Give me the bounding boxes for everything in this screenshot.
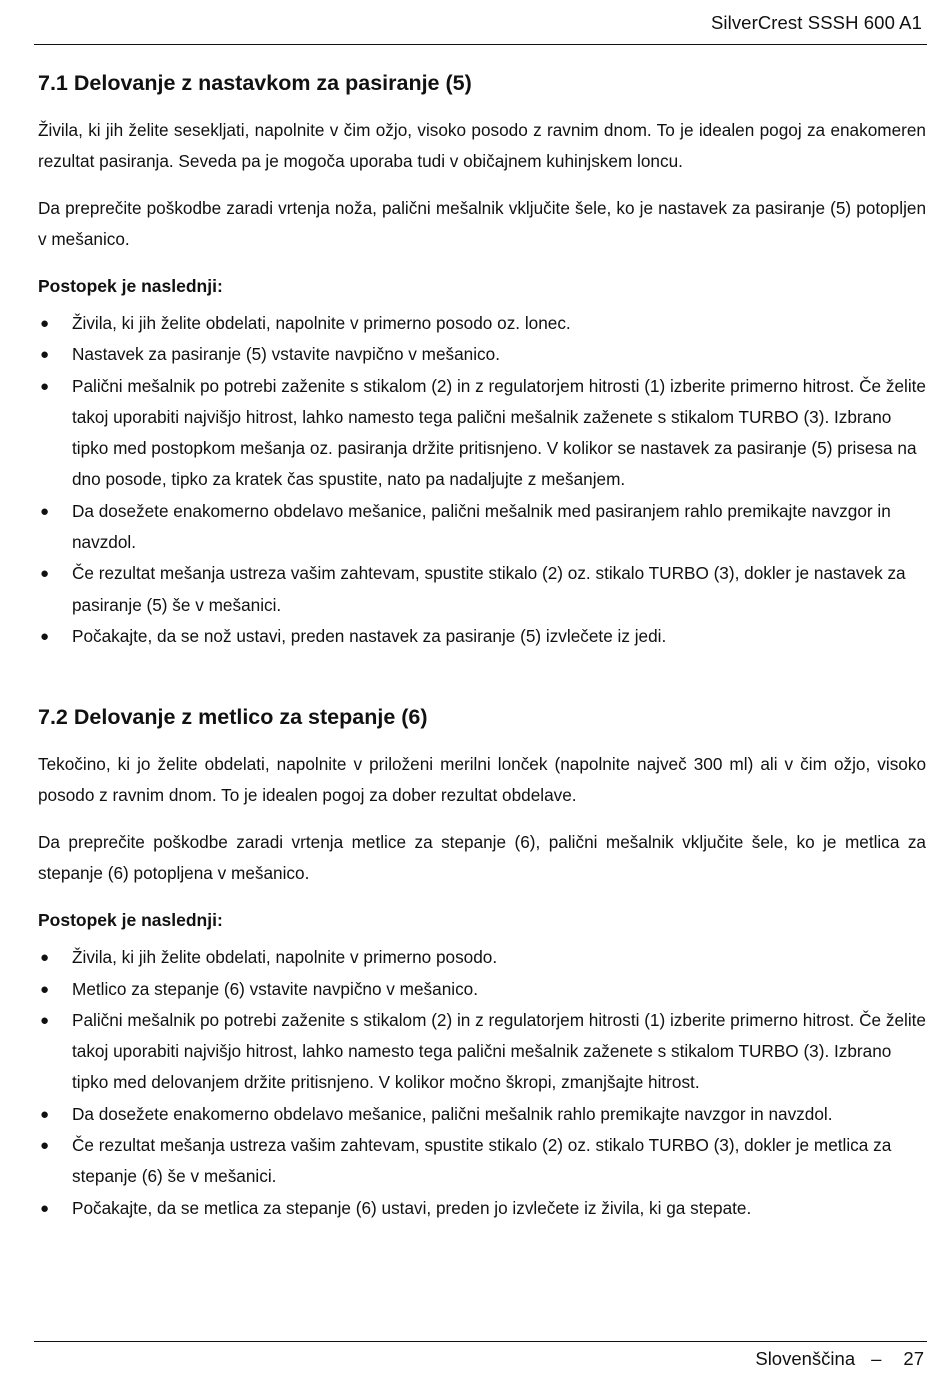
list-item-text: Živila, ki jih želite obdelati, napolnite v primerno posodo oz. lonec. xyxy=(72,313,571,333)
page-number: 27 xyxy=(903,1348,924,1369)
procedure-list xyxy=(38,942,926,1224)
bullet-icon: ● xyxy=(40,1199,50,1217)
list-item-text: Metlico za stepanje (6) vstavite navpično v mešanico. xyxy=(72,978,479,999)
bullet-icon: ● xyxy=(40,565,50,583)
bullet-icon: ● xyxy=(40,315,50,332)
section-7-2 xyxy=(38,702,926,1224)
footer-dash: – xyxy=(871,1348,882,1369)
page-content xyxy=(38,68,926,1224)
section-heading: 7.1 Delovanje z nastavkom za pasiranje (5) xyxy=(38,71,472,95)
paragraph: Da preprečite poškodbe zaradi vrtenja metlice za stepanje (6), palični mešalnik vključite šele, ko je metlica za stepanje (6) potopljena v mešanico. xyxy=(38,832,926,884)
list-item xyxy=(38,974,926,1005)
list-item xyxy=(38,371,926,496)
paragraph: Tekočino, ki jo želite obdelati, napolnite v priloženi merilni lonček (napolnite največ 300 ml) ali v čim ožjo, visoko posodo z ravnim dnom. To je idealen pogoj za dober rezultat obdelave. xyxy=(38,754,926,806)
list-item-text: Da dosežete enakomerno obdelavo mešanice, palični mešalnik rahlo premikajte navzgor in navzdol. xyxy=(72,1103,833,1124)
footer-language: Slovenščina xyxy=(755,1348,856,1369)
bullet-icon: ● xyxy=(40,980,50,998)
page-footer xyxy=(755,1348,924,1370)
bullet-icon: ● xyxy=(40,502,50,520)
list-item xyxy=(38,621,926,652)
list-item-text: Počakajte, da se nož ustavi, preden nastavek za pasiranje (5) izvlečete iz jedi. xyxy=(72,625,667,646)
list-item-text: Če rezultat mešanja ustreza vašim zahtevam, spustite stikalo (2) oz. stikalo TURBO (3), dokler je metlica za stepanje (6) še v mešanici. xyxy=(72,1135,892,1187)
document-header-title: SilverCrest SSSH 600 A1 xyxy=(710,12,922,33)
list-item-text: Če rezultat mešanja ustreza vašim zahtevam, spustite stikalo (2) oz. stikalo TURBO (3), dokler je nastavek za pasiranje (5) še v mešanici. xyxy=(72,563,906,615)
list-item-text: Da dosežete enakomerno obdelavo mešanice, palični mešalnik med pasiranjem rahlo premikajte navzgor in navzdol. xyxy=(72,500,891,553)
paragraph: Da preprečite poškodbe zaradi vrtenja noža, palični mešalnik vključite šele, ko je nastavek za pasiranje (5) potopljen v mešanico. xyxy=(38,198,926,249)
bullet-icon: ● xyxy=(40,1105,50,1123)
list-item-text: Palični mešalnik po potrebi zaženite s stikalom (2) in z regulatorjem hitrosti (1) izberite primerno hitrost. Če želite takoj uporabiti najvišjo hitrost, lahko namesto tega palični mešalnik zaženete s stikalom TURBO (3). Izbrano tipko med postopkom mešanja oz. pasiranja držite pritisnjeno. V kolikor se nastavek za pasiranje (5) prisesa na dno posode, tipko za kratek čas spustite, nato pa nadaljujte z mešanjem. xyxy=(72,375,926,490)
bullet-icon: ● xyxy=(40,377,50,395)
list-item xyxy=(38,1099,926,1130)
bullet-icon: ● xyxy=(40,949,50,967)
list-item xyxy=(38,496,926,559)
footer-divider xyxy=(34,1341,927,1342)
list-item xyxy=(38,1130,926,1193)
list-item-text: Palični mešalnik po potrebi zaženite s stikalom (2) in z regulatorjem hitrosti (1) izberite primerno hitrost. Če želite takoj uporabiti najvišjo hitrost, lahko namesto tega palični mešalnik zaženete s stikalom TURBO (3). Izbrano tipko med delovanjem držite pritisnjeno. V kolikor močno škropi, zmanjšajte hitrost. xyxy=(72,1009,926,1093)
section-heading: 7.2 Delovanje z metlico za stepanje (6) xyxy=(38,705,428,730)
procedure-list xyxy=(38,308,926,652)
list-item-text: Počakajte, da se metlica za stepanje (6) ustavi, preden jo izvlečete iz živila, ki ga stepate. xyxy=(72,1197,752,1218)
list-item xyxy=(38,942,926,973)
procedure-heading: Postopek je naslednji: xyxy=(38,910,223,931)
bullet-icon: ● xyxy=(40,346,50,364)
header-divider xyxy=(34,44,927,45)
paragraph: Živila, ki jih želite sesekljati, napolnite v čim ožjo, visoko posodo z ravnim dnom. To je idealen pogoj za enakomeren rezultat pasiranja. Seveda pa je mogoča uporaba tudi v običajnem kuhinjskem loncu. xyxy=(38,120,926,171)
bullet-icon: ● xyxy=(40,627,50,645)
list-item-text: Nastavek za pasiranje (5) vstavite navpično v mešanico. xyxy=(72,344,500,365)
procedure-heading: Postopek je naslednji: xyxy=(38,276,223,296)
list-item xyxy=(38,339,926,370)
list-item xyxy=(38,308,926,339)
section-7-1 xyxy=(38,68,926,652)
list-item xyxy=(38,558,926,621)
list-item xyxy=(38,1005,926,1099)
list-item xyxy=(38,1193,926,1224)
list-item-text: Živila, ki jih želite obdelati, napolnite v primerno posodo. xyxy=(72,947,498,968)
bullet-icon: ● xyxy=(40,1137,50,1155)
bullet-icon: ● xyxy=(40,1011,50,1029)
